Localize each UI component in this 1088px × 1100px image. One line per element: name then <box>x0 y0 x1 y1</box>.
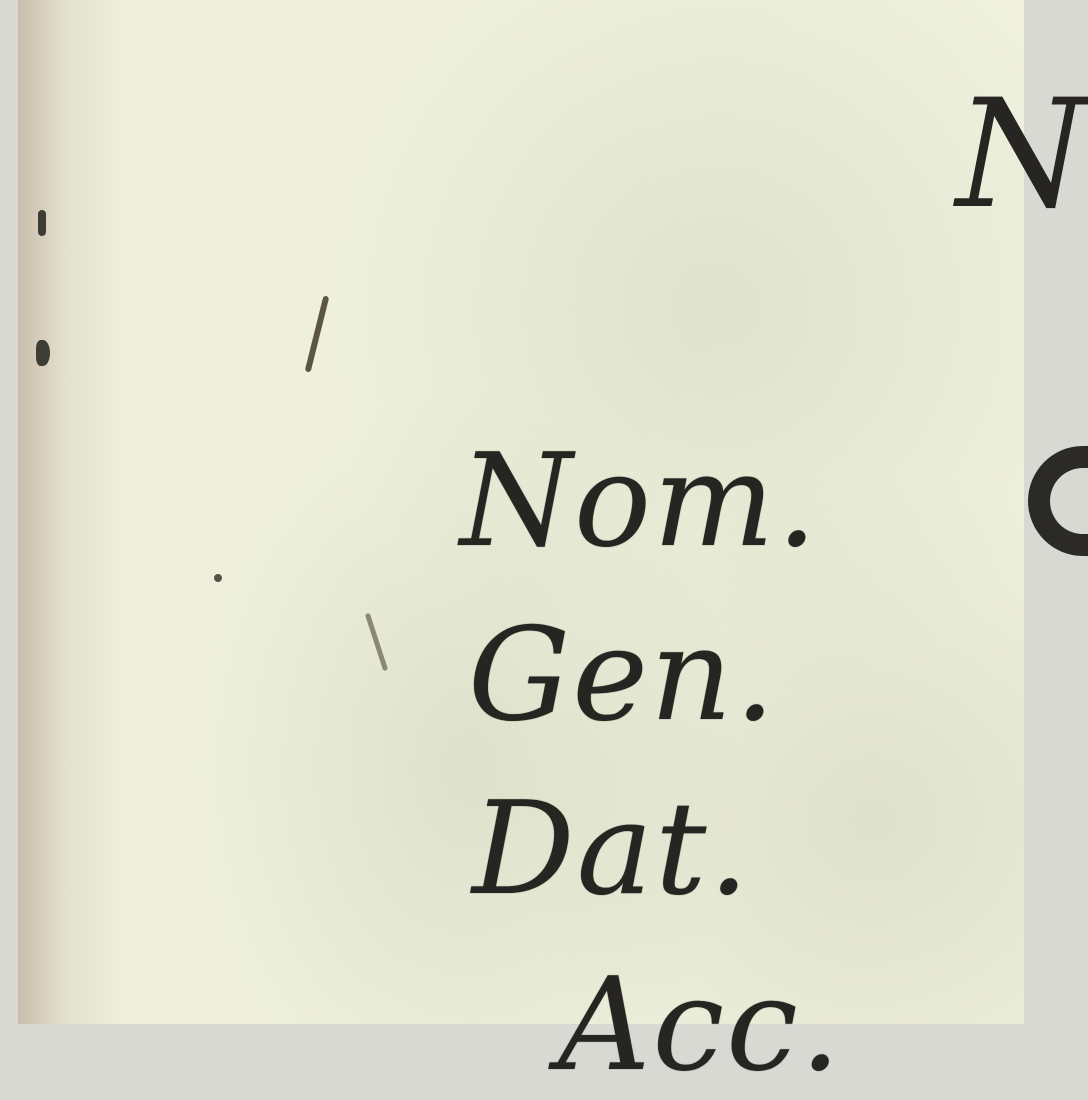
cropped-right-letter <box>1028 446 1088 556</box>
scanned-page <box>18 0 1088 1100</box>
case-label-acc: Acc. <box>558 951 843 1100</box>
top-letter-text: N <box>956 68 1088 242</box>
case-label-dat: Dat. <box>472 775 752 924</box>
ink-speck <box>305 295 330 372</box>
ink-speck <box>36 340 50 366</box>
case-label-nom: Nom. <box>460 427 820 576</box>
ink-speck <box>214 574 222 582</box>
cropped-top-letter <box>956 68 1088 242</box>
ink-speck <box>38 210 46 236</box>
case-label-gen: Gen. <box>468 601 778 750</box>
ink-speck <box>365 613 388 672</box>
gutter-shadow <box>18 0 108 1024</box>
